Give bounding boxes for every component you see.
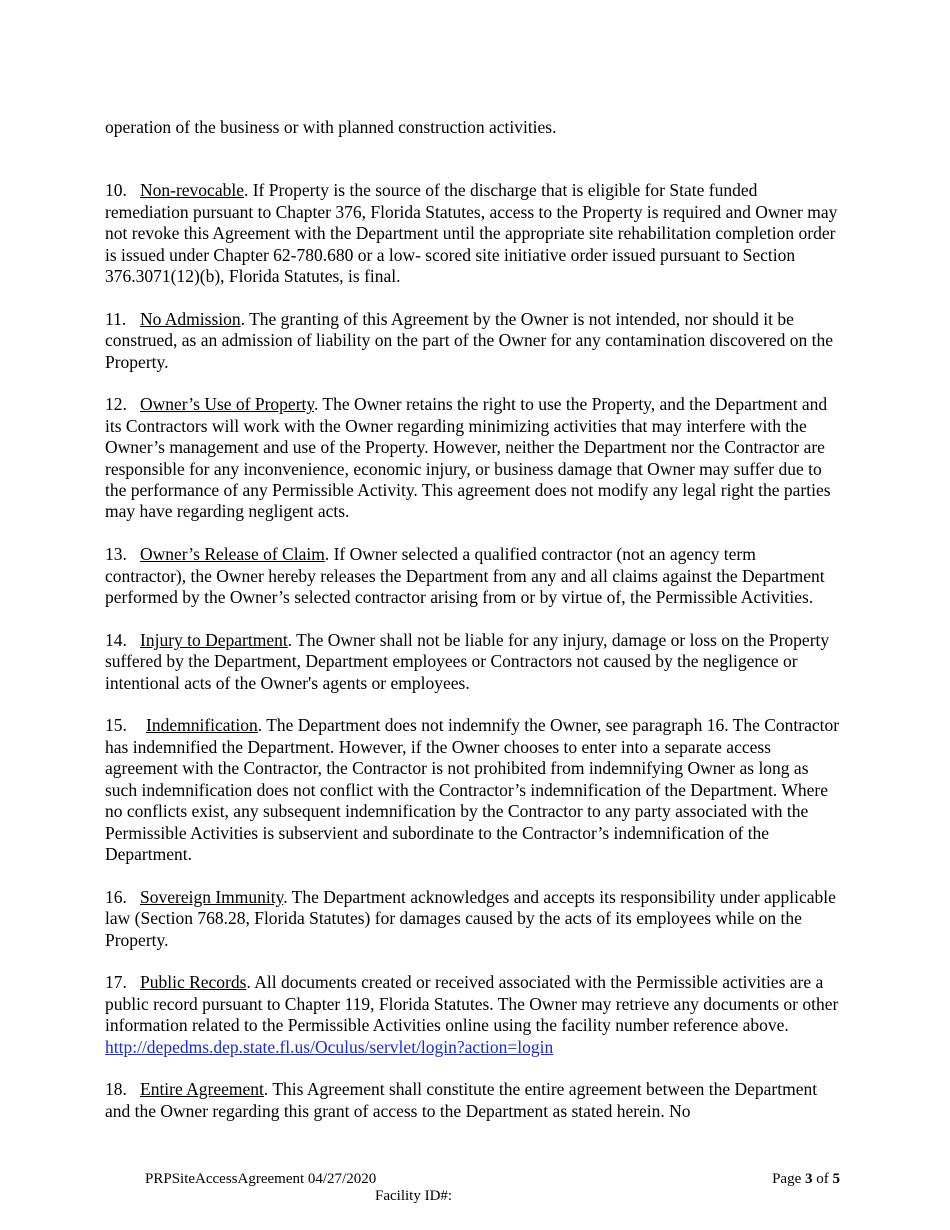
page-number — [772, 1171, 840, 1188]
section-number: 17. — [105, 972, 127, 993]
section-heading: Public Records — [140, 972, 247, 993]
section-body: . The Department does not indemnify the Owner, see paragraph 16. The Contractor has indemnified the Department. However, if the Owner chooses to enter into a separate access agreement with the Contractor, the Contractor is not prohibited from indemnifying Owner as long as such indemnification does not conflict with the Contractor’s indemnification of the Department. Where no conflicts exist, any subsequent indemnification by the Contractor to any party associated with the Permissible Activities is subservient and subordinate to the Contractor’s indemnification of the Department. — [105, 715, 840, 864]
section-number: 10. — [105, 180, 127, 201]
section-14 — [105, 630, 840, 694]
section-body: . If Owner selected a qualified contractor (not an agency term contractor), the Owner hereby releases the Department from any and all claims against the Department performed by the Owner’s selected contractor arising from or by virtue of, the Permissible Activities. — [105, 544, 825, 608]
section-number: 15. — [105, 715, 127, 736]
section-18 — [105, 1079, 840, 1122]
section-number: 16. — [105, 886, 127, 907]
section-heading: Indemnification — [146, 715, 258, 736]
form-id: PRPSiteAccessAgreement 04/27/2020 — [145, 1171, 377, 1187]
section-body: . The Owner shall not be liable for any injury, damage or loss on the Property suffered by the Department, Department employees or Contractors not caused by the negligence or intentional acts of the Owner's agents or employees. — [105, 629, 830, 693]
section-body: . The granting of this Agreement by the Owner is not intended, nor should it be construed, as an admission of liability on the part of the Owner for any contamination discovered on the Property. — [105, 308, 834, 372]
page-total: 5 — [832, 1171, 840, 1187]
section-heading: No Admission — [140, 308, 241, 329]
section-heading: Owner’s Release of Claim — [140, 544, 325, 565]
public-records-link[interactable]: http://depedms.dep.state.fl.us/Oculus/servlet/login?action=login — [105, 1036, 554, 1057]
section-13 — [105, 544, 840, 608]
facility-id-label: Facility ID#: — [375, 1188, 453, 1204]
section-heading: Non-revocable — [140, 180, 244, 201]
section-number: 18. — [105, 1079, 127, 1100]
section-16 — [105, 887, 840, 951]
section-heading: Sovereign Immunity — [140, 886, 284, 907]
section-number: 14. — [105, 629, 127, 650]
continuation-text: operation of the business or with planned construction activities. — [105, 117, 557, 137]
section-heading: Injury to Department — [140, 629, 288, 650]
section-number: 11. — [105, 308, 127, 329]
page-current: 3 — [805, 1171, 813, 1187]
section-body: . If Property is the source of the discharge that is eligible for State funded remediation pursuant to Chapter 376, Florida Statutes, access to the Property is required and Owner may not revoke this Agreement with the Department until the appropriate site rehabilitation completion order is issued under Chapter 62-780.680 or a low- scored site initiative order issued pursuant to Section 376.3071(12)(b), Florida Statutes, is final. — [105, 180, 838, 287]
section-number: 12. — [105, 394, 127, 415]
section-body: . All documents created or received associated with the Permissible activities are a public record pursuant to Chapter 119, Florida Statutes. The Owner may retrieve any documents or other information related to the Permissible Activities online using the facility number reference above. — [105, 972, 839, 1036]
section-12 — [105, 394, 840, 522]
section-body: . The Owner retains the right to use the Property, and the Department and its Contractors will work with the Owner regarding minimizing activities that may interfere with the Owner’s management and use of the Property. However, neither the Department nor the Contractor are responsible for any inconvenience, economic injury, or business damage that Owner may suffer due to the performance of any Permissible Activity. This agreement does not modify any legal right the parties may have regarding negligent acts. — [105, 394, 831, 522]
section-11 — [105, 309, 840, 373]
section-body: . This Agreement shall constitute the entire agreement between the Department and the Owner regarding this grant of access to the Department as stated herein. No — [105, 1079, 818, 1121]
page-label: Page — [772, 1171, 802, 1187]
section-heading: Owner’s Use of Property — [140, 394, 314, 415]
section-heading: Entire Agreement — [140, 1079, 264, 1100]
section-body: . The Department acknowledges and accepts its responsibility under applicable law (Section 768.28, Florida Statutes) for damages caused by the acts of its employees while on the Property. — [105, 886, 836, 950]
section-10 — [105, 180, 840, 287]
document-page — [105, 117, 840, 1144]
section-number: 13. — [105, 544, 127, 565]
page-of: of — [816, 1171, 829, 1187]
section-17 — [105, 972, 840, 1058]
section-15 — [105, 715, 840, 865]
